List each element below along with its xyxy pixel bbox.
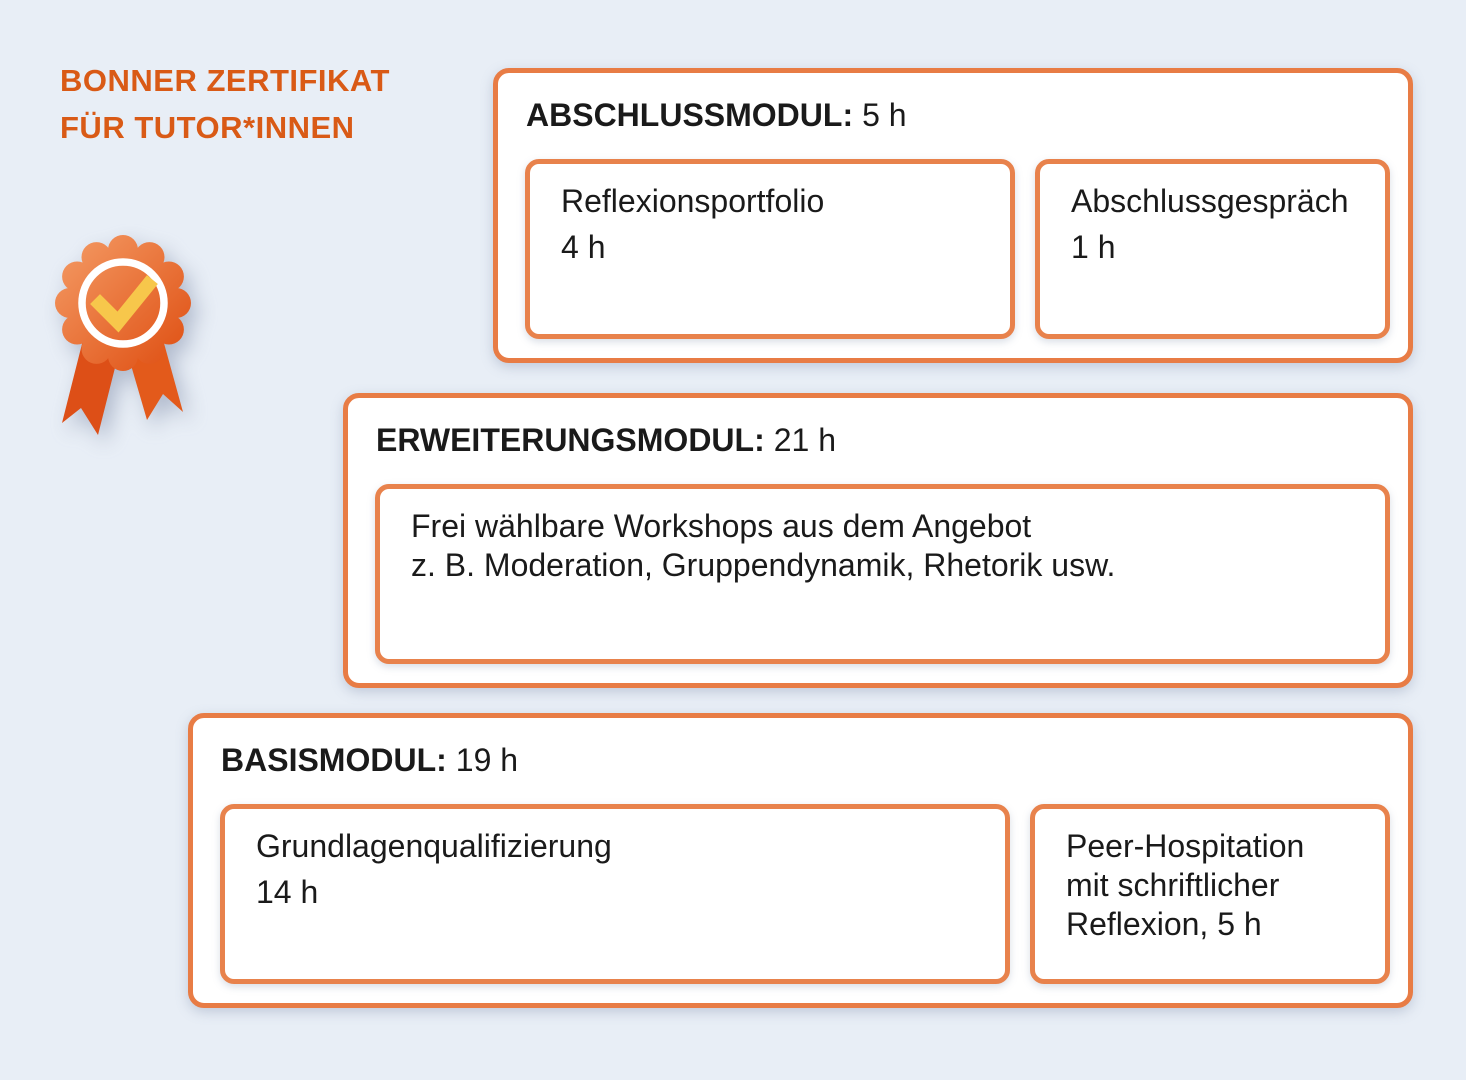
module-card-abschlussmodul <box>493 68 1413 363</box>
item-text-line3: Reflexion, 5 h <box>1066 906 1262 942</box>
item-name: Abschlussgespräch <box>1071 183 1349 219</box>
award-ribbon-check-icon <box>50 226 196 444</box>
item-card-reflexionsportfolio <box>525 159 1015 339</box>
item-hours: 4 h <box>561 229 606 265</box>
module-title-erweiterungsmodul <box>376 420 836 460</box>
page-title-line2: FÜR TUTOR*INNEN <box>60 110 355 145</box>
page-title <box>60 57 390 151</box>
module-hours: 21 h <box>773 422 837 458</box>
item-name: Grundlagenqualifizierung <box>256 828 612 864</box>
item-card-grundlagenqualifizierung <box>220 804 1010 984</box>
module-label: ABSCHLUSSMODUL: <box>526 97 854 133</box>
item-card-peer-hospitation <box>1030 804 1390 984</box>
item-text-line1: Frei wählbare Workshops aus dem Angebot <box>411 508 1032 544</box>
module-title-abschlussmodul <box>526 95 907 135</box>
module-card-basismodul <box>188 713 1413 1008</box>
module-title-basismodul <box>221 740 518 780</box>
module-card-erweiterungsmodul <box>343 393 1413 688</box>
module-hours: 19 h <box>455 742 519 778</box>
item-hours: 14 h <box>256 874 319 910</box>
award-badge-svg <box>50 226 196 444</box>
item-card-workshops <box>375 484 1390 664</box>
rosette <box>55 235 191 371</box>
module-label: ERWEITERUNGSMODUL: <box>376 422 765 458</box>
item-text-line2: mit schriftlicher <box>1066 867 1280 903</box>
module-hours: 5 h <box>862 97 907 133</box>
item-name: Reflexionsportfolio <box>561 183 825 219</box>
item-text-line2: z. B. Moderation, Gruppendynamik, Rhetorik usw. <box>411 547 1116 583</box>
item-card-abschlussgespraech <box>1035 159 1390 339</box>
item-hours: 1 h <box>1071 229 1116 265</box>
module-label: BASISMODUL: <box>221 742 447 778</box>
page-title-line1: BONNER ZERTIFIKAT <box>60 63 390 98</box>
item-text-line1: Peer-Hospitation <box>1066 828 1305 864</box>
